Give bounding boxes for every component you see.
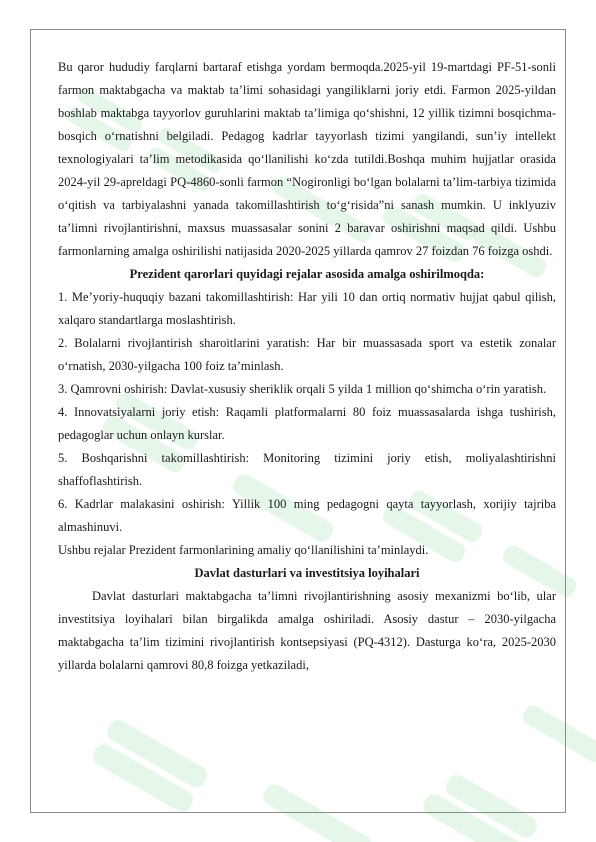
- document-body: [58, 56, 556, 677]
- paragraph-intro: Bu qaror hududiy farqlarni bartaraf etishga yordam bermoqda.2025-yil 19-martdagi PF-51-sonli farmon maktabgacha va maktab ta’limi sohasidagi yangiliklarni joriy etdi. Farmon 2025-yildan boshlab maktabga tayyorlov guruhlarini maktab ta’limiga qo‘shishni, 12 yillik tizimni bosqichma-bosqich o‘rnatishni belgiladi. Pedagog kadrlar tayyorlash tizimi yangilandi, sun’iy intellekt texnologiyalari ta’lim metodikasida qo‘llanilishi ko‘zda tutildi.Boshqa muhim hujjatlar orasida 2024-yil 29-apreldagi PQ-4860-sonli farmon “Nogironligi bo‘lgan bolalarni ta’lim-tarbiya tizimida o‘qitish va tarbiyalashni yanada takomillashtirish to‘g‘risida”ni sanash mumkin. U inklyuziv ta’limni rivojlantirishni, maxsus muassasalar sonini 2 baravar oshirishni maqsad qildi. Ushbu farmonlarning amalga oshirilishi natijasida 2020-2025 yillarda qamrov 27 foizdan 76 foizga oshdi.: [58, 60, 556, 258]
- plan-item-1: 1. Me’yoriy-huquqiy bazani takomillashtirish: Har yili 10 dan ortiq normativ hujjat qabul qilish, xalqaro standartlarga moslashtirish.: [58, 290, 556, 327]
- plan-item-6: 6. Kadrlar malakasini oshirish: Yillik 100 ming pedagogni qayta tayyorlash, xorijiy tajriba almashinuvi.: [58, 497, 556, 534]
- plan-item-5: 5. Boshqarishni takomillashtirish: Monitoring tizimini joriy etish, moliyalashtirishni shaffoflashtirish.: [58, 451, 556, 488]
- heading-state-programs: Davlat dasturlari va investitsiya loyihalari: [194, 566, 420, 580]
- plan-item-3: 3. Qamrovni oshirish: Davlat-xususiy sheriklik orqali 5 yilda 1 million qo‘shimcha o‘rin yaratish.: [58, 382, 547, 396]
- plan-conclusion: Ushbu rejalar Prezident farmonlarining amaliy qo‘llanilishini ta’minlaydi.: [58, 543, 429, 557]
- heading-president-plans: Prezident qarorlari quyidagi rejalar asosida amalga oshirilmoqda:: [129, 267, 485, 281]
- plan-item-2: 2. Bolalarni rivojlantirish sharoitlarini yaratish: Har bir muassasada sport va estetik zonalar o‘rnatish, 2030-yilgacha 100 foiz ta’minlash.: [58, 336, 556, 373]
- paragraph-programs: Davlat dasturlari maktabgacha ta’limni rivojlantirishning asosiy mexanizmi bo‘lib, ular investitsiya loyihalari bilan birgalikda amalga oshiriladi. Asosiy dastur – 2030-yilgacha maktabgacha ta’lim tizimini rivojlantirish kontsepsiyasi (PQ-4312). Dasturga ko‘ra, 2025-2030 yillarda bolalarni qamrovi 80,8 foizga yetkaziladi,: [58, 589, 556, 672]
- plan-item-4: 4. Innovatsiyalarni joriy etish: Raqamli platformalarni 80 foiz muassasalarda ishga tushirish, pedagoglar uchun onlayn kurslar.: [58, 405, 556, 442]
